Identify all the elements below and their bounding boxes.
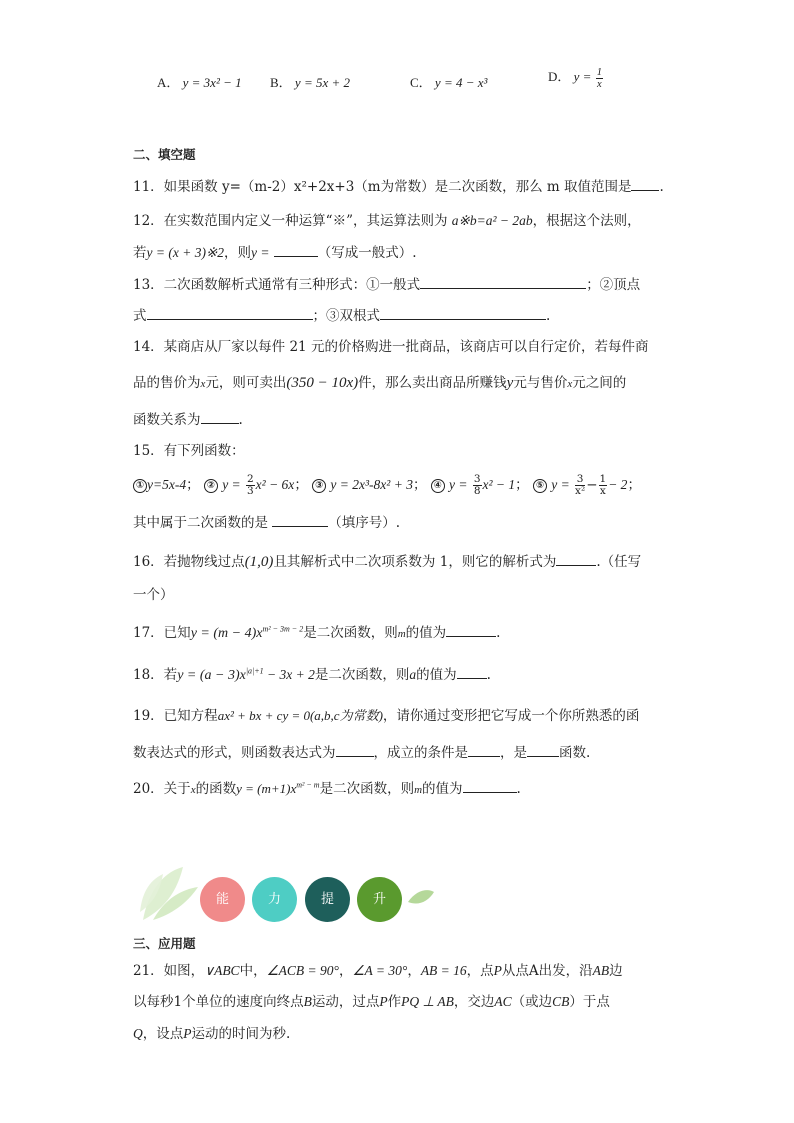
q15-f2-frac [246,474,255,497]
banner-circle-2: 力 [252,877,297,922]
option-a [157,72,242,91]
question-21-line2 [133,992,610,1012]
option-b [270,72,350,91]
q15-f5-post: − 2 [608,477,628,492]
sep: ； [294,477,308,493]
q21-text-13: ）于点 [569,994,610,1010]
question-13 [133,274,640,295]
q12-pre: 若 [133,245,147,261]
question-16 [133,551,641,572]
q15-f4-frac [473,474,482,497]
q21-text-14: ，设点 [142,1026,184,1042]
answer-blank[interactable] [336,742,374,757]
question-15-ask [133,512,400,533]
q21-text-10: 作 [387,994,402,1010]
circle-num-3: ③ [312,479,326,493]
q20-text-2: 的函数 [195,781,237,797]
q21-text-2: 中， [239,963,267,979]
q12-operation: a※b=a² − 2ab [451,213,533,228]
sep: ； [186,477,200,493]
q19-text-5: ，是 [500,745,527,761]
question-12-line2 [133,242,417,263]
banner-circle-4: 升 [357,877,402,922]
q21-text-8: 以每秒1个单位的速度向终点 [133,994,304,1010]
answer-blank[interactable] [527,742,559,757]
q19-expr: ax² + bx + cy = 0(a,b,c为常数) [217,708,383,723]
option-d [548,66,604,90]
q14-text-2: 元，则可卖出 [205,375,287,391]
q17-text-3: 的值为 [405,625,447,641]
q21-text-6: 从点A出发，沿 [501,963,593,979]
q14-text-5: 元之间的 [572,375,627,391]
section-title-fill: 二、填空题 [133,147,196,162]
answer-blank[interactable] [463,778,517,793]
option-d-label: D． [548,69,571,84]
q15-f5-frac [575,474,585,497]
option-d-fraction [596,67,603,90]
q16-text-2: 且其解析式中二次项系数为 1，则它的解析式为 [273,554,557,570]
q20-text: 20．关于 [133,781,191,797]
q14-text-1: 品的售价为 [133,375,201,391]
answer-blank[interactable] [468,742,500,757]
question-14 [133,337,648,357]
q21-text-5: ，点 [466,963,494,979]
sep: ； [515,477,529,493]
q19-text: 19．已知方程 [133,708,218,724]
q16-text: 16．若抛物线过点 [133,554,245,570]
frac-num: 3 [473,473,481,485]
option-a-expr: y = 3x² − 1 [182,75,242,90]
q15-f5-frac2 [599,474,608,497]
q21-seg-ac: AC [494,994,512,1009]
q13-text: 13．二次函数解析式通常有三种形式：①一般式 [133,277,421,293]
question-16-line2 [133,585,174,605]
q13-text-2: ；②顶点 [586,277,641,293]
sep: ； [627,477,641,493]
q21-point-p: P [493,963,502,978]
q12-text-2: ，根据这个法则， [532,213,641,229]
frac-num: 3 [576,473,584,485]
q12-expr: y = (x + 3)※2 [146,245,225,260]
answer-blank[interactable] [446,622,496,637]
q14-var-y: y [506,375,514,391]
q20-var-x: x [190,784,196,796]
sep: ； [412,477,427,493]
question-13-line2: 式 ；③双根式 . [133,305,550,326]
circle-num-5: ⑤ [533,479,547,493]
circle-num-4: ④ [431,479,445,493]
option-c-expr: y = 4 − x³ [434,75,488,90]
answer-blank[interactable] [380,305,546,320]
q21-seg-ab: AB [592,963,610,978]
q18-exponent: |a|+1 [245,666,264,676]
q21-text-3: ， [338,963,353,979]
banner-circle-3: 提 [305,877,350,922]
section-title-application: 三、应用题 [133,936,196,951]
q15-f4-post: x² − 1 [482,477,516,492]
option-b-label: B． [270,75,292,90]
q21-text-15: 运动的时间为秒. [191,1026,291,1042]
question-21 [133,961,623,981]
q12-mid: ，则 [224,245,252,261]
frac-den: 8 [473,485,481,497]
q21-text-12: （或边 [511,994,553,1010]
q18-text-3: 的值为 [416,667,457,683]
q14-text: 14．某商店从厂家以每件 21 元的价格购进一批商品，该商店可以自行定价，若每件商 [133,339,649,355]
question-11: 11．如果函数 y=（m-2）x²+2x+3（m为常数）是二次函数，那么 m 取值范围是 . [133,176,664,197]
answer-blank[interactable] [631,176,659,191]
q12-post: （写成一般式）. [317,245,417,261]
q18-expr-tail: − 3x + 2 [263,667,315,682]
q21-angle-acb: ∠ACB = 90° [266,963,339,978]
frac-den: 3 [246,485,254,497]
q20-expr: y = (m+1)x [236,781,297,796]
option-b-expr: y = 5x + 2 [294,75,351,90]
q21-text-1: 21．如图， [133,963,205,979]
q15-f2-post: x² − 6x [255,477,295,492]
q16-text-4: 一个） [133,587,174,603]
frac-num: 1 [596,66,602,78]
question-19 [133,706,639,726]
q20-var-m: m [414,784,423,796]
q15-f1: y=5x-4 [147,477,187,492]
q15-ask-post: （填序号）. [328,515,401,531]
q17-text-2: 是二次函数，则 [303,625,398,641]
q11-text: 11．如果函数 y=（m-2）x²+2x+3（m为常数）是二次函数，那么 m 取值范围是 [133,179,632,195]
frac-den: x [596,78,602,90]
frac-num: 1 [599,473,607,485]
q17-expr: y = (m − 4)x [190,626,263,641]
q14-expr: (350 − 10x) [286,375,359,391]
circle-num-1: ① [133,479,147,493]
q18-var-a: a [409,667,417,682]
q21-seg-cb: CB [552,994,570,1009]
q14-var-x2: x [567,378,573,390]
q13-text-3: 式 [133,308,147,324]
q20-text-3: 是二次函数，则 [319,781,415,797]
question-15-functions: ① y=5x-4； ② y = $\frac{2}{3}$ x² − 6x； ③ y = 2x³-8x² + 3； ④ y = $\frac{3}{8}$ x² − 1； ⑤ y = $\frac{3}{\text{x²}}$ − $\frac{1}{x}$ − 2； [133,474,641,500]
q14-var-x: x [200,378,206,390]
q15-f4-pre: y = [449,477,468,492]
q13-text-4: ；③双根式 [312,308,380,324]
q15-f2-pre: y = [222,477,241,492]
q21-angle-a: ∠A = 30° [352,963,408,978]
option-a-label: A． [157,75,180,90]
circle-num-2: ② [204,479,218,493]
option-c [410,72,487,91]
q15-text: 15．有下列函数： [133,443,245,459]
q18-expr: y = (a − 3)x [177,668,246,683]
q17-exponent: m² − 3m − 2 [262,624,304,634]
q14-text-6: 函数关系为 [133,412,201,428]
q21-text-7: 边 [609,963,623,979]
q20-exponent: m² − m [296,780,320,790]
q20-text-4: 的值为 [422,781,463,797]
answer-blank[interactable] [147,305,313,320]
answer-blank[interactable] [272,512,328,527]
q14-text-4: 元与售价 [513,375,568,391]
q21-triangle: ∨ABC [204,963,240,978]
q18-text-2: 是二次函数，则 [314,667,410,683]
q21-ab: AB = 16 [420,963,467,978]
q12-text: 12．在实数范围内定义一种运算“※”，其运算法则为 [133,213,448,229]
q14-text-3: 件，那么卖出商品所赚钱 [358,375,507,391]
q12-y: y = [251,245,270,260]
option-c-label: C． [410,75,432,90]
q21-point-p3: P [183,1026,192,1041]
answer-blank[interactable] [201,409,239,424]
q21-text-9: 运动，过点 [311,994,380,1010]
question-21-line3 [133,1024,290,1044]
option-d-expr-pre: y = [573,69,592,84]
answer-blank[interactable] [274,242,318,257]
q18-text: 18．若 [133,667,178,683]
question-18: 18．若$y = (a - 3)x^{|a|+1} - 3x + 2$是二次函数，则a的值为 . [133,664,491,686]
q21-text-4: ， [407,963,421,979]
q21-perp: PQ ⊥ AB [401,994,454,1009]
answer-blank[interactable] [420,274,586,289]
answer-blank[interactable] [556,551,596,566]
q19-text-6: 函数. [559,745,591,761]
answer-blank[interactable] [457,664,487,679]
question-17: 17．已知$y = (m - 4)x^{m^2 - 3m - 2}$是二次函数，则m的值为 . [133,622,500,644]
frac-den: x² [575,485,586,497]
q19-text-4: ，成立的条件是 [373,745,468,761]
q19-text-2: ，请你通过变形把它写成一个你所熟悉的函 [382,708,640,724]
q15-ask-text: 其中属于二次函数的是 [133,515,268,531]
question-20: 20．关于x的函数$y = (m+1)x^{m^2 - m}$是二次函数，则m的值为 . [133,778,521,800]
q15-f3: y = 2x³-8x² + 3 [330,477,413,492]
q21-text-11: ，交边 [453,994,495,1010]
q21-point-q: Q [133,1026,143,1041]
q19-text-3: 数表达式的形式，则函数表达式为 [133,745,336,761]
q16-point: (1,0) [244,554,274,570]
question-19-line2 [133,742,590,763]
q17-text: 17．已知 [133,625,191,641]
banner-circle-1: 能 [200,877,245,922]
q21-point-b: B [303,994,312,1009]
question-15 [133,441,245,461]
q21-point-p2: P [379,994,388,1009]
q17-var-m: m [397,628,406,640]
q16-text-3: .（任写 [596,554,642,570]
question-14-line2 [133,373,626,394]
frac-den: x [599,485,606,497]
q15-f5-pre: y = [551,477,570,492]
question-14-line3: 函数关系为 . [133,409,243,430]
frac-num: 2 [246,473,254,485]
question-12 [133,211,641,231]
